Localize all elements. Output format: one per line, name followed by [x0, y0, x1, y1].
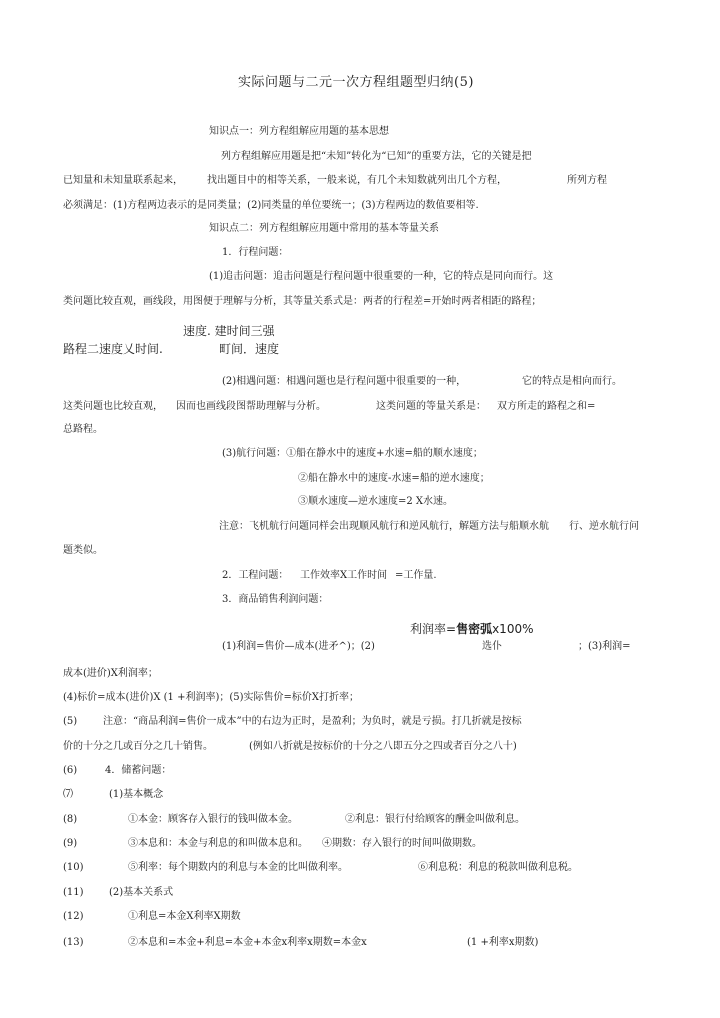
section-work: 2．工程问题：: [222, 570, 289, 581]
note-text: 题类似。: [63, 545, 103, 556]
profit-text: 选仆: [482, 641, 502, 652]
line-number: (10): [63, 862, 84, 873]
meet-text: (2)相遇问题：相遇问题也是行程问题中很重要的一种，: [222, 376, 467, 387]
profit-text: (1)利润=售价—成本(进矛^)；(2): [222, 641, 375, 652]
meet-text: 总路程。: [63, 424, 103, 435]
kp1-paragraph: 所列方程: [567, 175, 607, 186]
relation-text: (1 +利率x期数): [467, 937, 539, 948]
work-formula: 工作效率X工作时间: [300, 570, 388, 581]
note-text: 注意：飞机航行问题同样会出现顺风航行和逆风航行，解题方法与船顺水航: [219, 521, 549, 532]
profit-text: ；(3)利润=: [578, 641, 631, 652]
line-number: (5): [63, 716, 78, 727]
meet-text: 因而也画线段图帮助理解与分析。: [176, 401, 326, 412]
boat-text: ②船在静水中的速度-水速=船的逆水速度；: [298, 473, 490, 484]
concept-text: ①本金：顾客存入银行的钱叫做本金。: [128, 814, 298, 825]
note-text: (例如八折就是按标价的十分之八即五分之四或者百分之八十): [249, 741, 517, 752]
concept-text: ②利息：银行付给顾客的酬金叫做利息。: [345, 814, 525, 825]
note-text: 注意：“商品利润=售价一成本”中的右边为正时，是盈利；为负时，就是亏损。打几折就是按标: [103, 716, 522, 727]
line-number: (11): [63, 887, 84, 898]
profit-rate-fraction: 售密弧: [456, 622, 493, 636]
profit-rate-label: 利润率=: [410, 622, 457, 636]
relation-text: ②本息和=本金+利息=本金+本金x利率x期数=本金x: [128, 937, 367, 948]
meet-text: 它的特点是相向而行。: [522, 376, 622, 387]
note-text: 价的十分之几或百分之几十销售。: [63, 741, 213, 752]
work-formula: =工作量.: [395, 570, 437, 581]
line-number: ⑺: [63, 789, 73, 800]
profit-rate-percent: x100%: [492, 622, 534, 636]
savings-subheading: (1)基本概念: [109, 789, 164, 800]
savings-subheading: (2)基本关系式: [109, 887, 174, 898]
line-number: (9): [63, 838, 78, 849]
note-text: 行、逆水航行问: [569, 521, 639, 532]
chase-text: 类问题比较直观，画线段，用图便于理解与分析，其等量关系式是：两者的行程差=开始时两者相距的路程；: [63, 296, 542, 307]
concept-text: ⑤利率：每个期数内的利息与本金的比叫做利率。: [128, 862, 348, 873]
formula-distance: 路程二速度乂时间.: [63, 342, 163, 356]
section-profit: 3．商品销售利润问题：: [222, 594, 329, 605]
kp1-paragraph: 找出题目中的相等关系，一般来说，有几个未知数就列出几个方程，: [207, 175, 507, 186]
profit-rate-formula: [410, 623, 534, 635]
profit-text: 成本(进价)X利润率；: [63, 668, 158, 679]
concept-text: ⑥利息税：利息的税款叫做利息税。: [418, 862, 578, 873]
section-travel: 1．行程问题：: [222, 247, 289, 258]
boat-text: ③顺水速度—逆水速度=2 X水速。: [298, 496, 454, 507]
kp1-paragraph: 已知量和未知量联系起来，: [63, 175, 183, 186]
kp1-paragraph: 必须满足：(1)方程两边表示的是同类量；(2)同类量的单位要统一；(3)方程两边的数值要相等.: [63, 200, 479, 211]
line-number: (13): [63, 937, 84, 948]
line-number: (12): [63, 911, 84, 922]
line-number: (8): [63, 814, 78, 825]
formula-time: 町间．速度: [219, 342, 280, 356]
section-savings: 4．储蓄问题：: [105, 765, 172, 776]
line-number: (6): [63, 765, 78, 776]
page-title: 实际问题与二元一次方程组题型归纳(5): [238, 75, 474, 90]
kp1-paragraph: 列方程组解应用题是把“未知”转化为“已知”的重要方法，它的关键是把: [221, 151, 532, 162]
markup-text: (4)标价=成本(进价)X (1 +利润率)；(5)实际售价=标价X打折率；: [63, 692, 360, 703]
boat-text: (3)航行问题：①船在静水中的速度+水速=船的顺水速度；: [222, 448, 483, 459]
relation-text: ①利息=本金X利率X期数: [128, 911, 241, 922]
meet-text: 这类问题也比较直观，: [63, 401, 163, 412]
formula-speed-time: 速度. 建时间三强: [183, 324, 275, 338]
concept-text: ③本息和：本金与利息的和叫做本息和。: [128, 838, 308, 849]
meet-text: 这类问题的等量关系是：: [376, 401, 486, 412]
meet-text: 双方所走的路程之和=: [497, 401, 596, 412]
kp1-heading: 知识点一：列方程组解应用题的基本思想: [209, 126, 389, 137]
concept-text: ④期数：存入银行的时间叫做期数。: [322, 838, 482, 849]
kp2-heading: 知识点二：列方程组解应用题中常用的基本等量关系: [209, 223, 439, 234]
chase-text: (1)追击问题：追击问题是行程问题中很重要的一种，它的特点是同向而行。这: [209, 271, 554, 282]
